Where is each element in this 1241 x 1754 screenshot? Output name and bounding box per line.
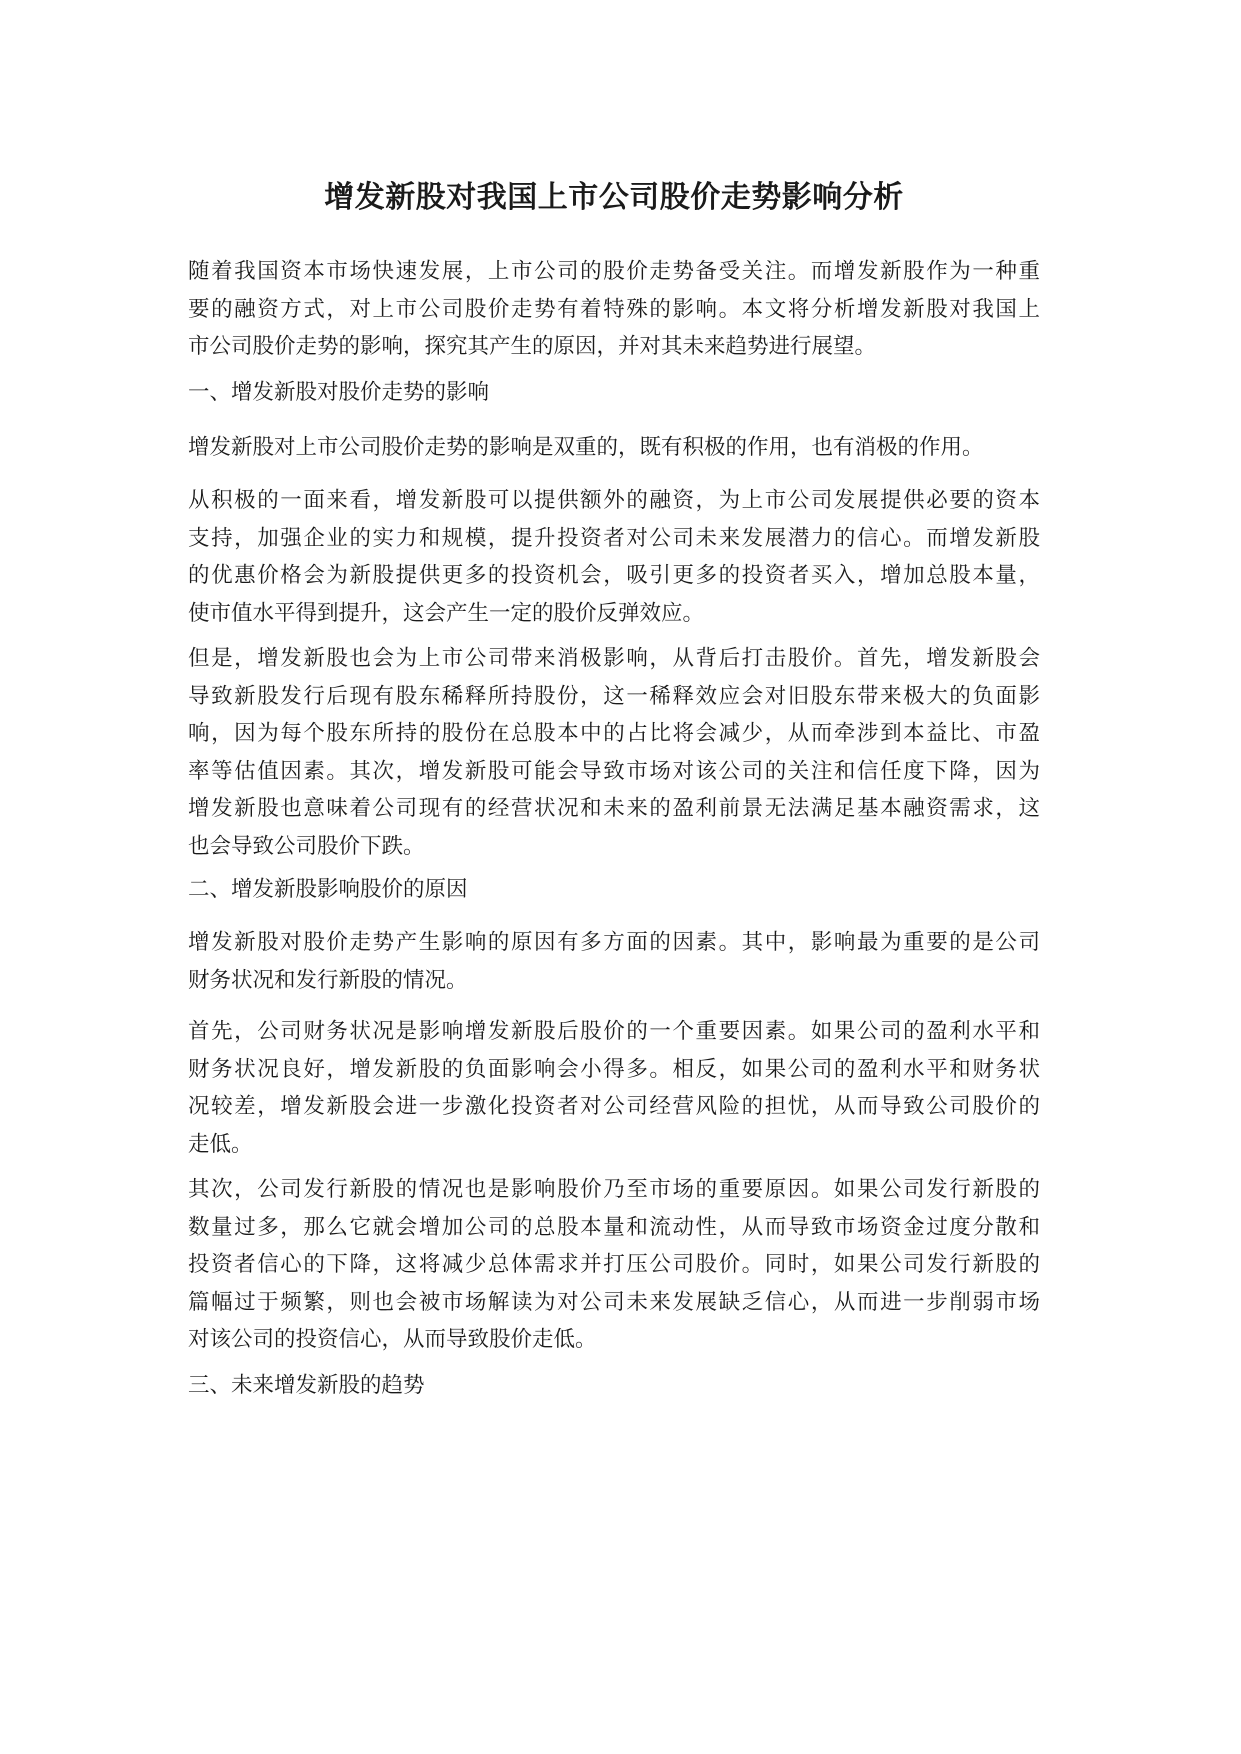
text-line: 也会导致公司股价下跌。 <box>188 833 425 859</box>
text-line: 增发新股也意味着公司现有的经营状况和未来的盈利前景无法满足基本融资需求，这 <box>188 796 1040 821</box>
text-line: 三、未来增发新股的趋势 <box>188 1373 425 1398</box>
section-heading-1 <box>188 374 1040 412</box>
text-line: 财务状况良好，增发新股的负面影响会小得多。相反，如果公司的盈利水平和财务状 <box>188 1056 1040 1082</box>
text-line: 响，因为每个股东所持的股份在总股本中的占比将会减少，从而牵涉到本益比、市盈 <box>188 721 1040 746</box>
text-line: 的优惠价格会为新股提供更多的投资机会，吸引更多的投资者买入，增加总股本量， <box>188 563 1040 588</box>
text-line: 要的融资方式，对上市公司股价走势有着特殊的影响。本文将分析增发新股对我国上 <box>188 296 1040 322</box>
text-line: 使市值水平得到提升，这会产生一定的股价反弹效应。 <box>188 600 705 626</box>
text-line: 二、增发新股影响股价的原因 <box>188 877 468 902</box>
paragraph-dual-effect <box>188 429 1040 467</box>
text-line: 投资者信心的下降，这将减少总体需求并打压公司股价。同时，如果公司发行新股的 <box>188 1252 1040 1277</box>
paragraph-intro <box>188 253 1040 366</box>
text-line: 率等估值因素。其次，增发新股可能会导致市场对该公司的关注和信任度下降，因为 <box>188 758 1040 784</box>
paragraph-issuance <box>188 1171 1040 1359</box>
section-heading-3 <box>188 1367 1040 1405</box>
paragraph-positive <box>188 482 1040 632</box>
text-line: 支持，加强企业的实力和规模，提升投资者对公司未来发展潜力的信心。而增发新股 <box>188 525 1040 551</box>
text-line: 一、增发新股对股价走势的影响 <box>188 380 490 405</box>
text-line: 篇幅过于频繁，则也会被市场解读为对公司未来发展缺乏信心，从而进一步削弱市场 <box>188 1289 1040 1315</box>
text-line: 对该公司的投资信心，从而导致股价走低。 <box>188 1327 597 1352</box>
text-line: 增发新股对上市公司股价走势的影响是双重的，既有积极的作用，也有消极的作用。 <box>188 435 984 460</box>
text-line: 导致新股发行后现有股东稀释所持股份，这一稀释效应会对旧股东带来极大的负面影 <box>188 683 1040 709</box>
text-line: 增发新股对股价走势产生影响的原因有多方面的因素。其中，影响最为重要的是公司 <box>188 930 1040 955</box>
text-line: 从积极的一面来看，增发新股可以提供额外的融资，为上市公司发展提供必要的资本 <box>188 488 1040 513</box>
text-line: 首先，公司财务状况是影响增发新股后股价的一个重要因素。如果公司的盈利水平和 <box>188 1019 1040 1044</box>
text-line: 财务状况和发行新股的情况。 <box>188 967 468 993</box>
text-line: 随着我国资本市场快速发展，上市公司的股价走势备受关注。而增发新股作为一种重 <box>188 259 1040 284</box>
text-line: 况较差，增发新股会进一步激化投资者对公司经营风险的担忧，从而导致公司股价的 <box>188 1094 1040 1119</box>
text-line: 市公司股价走势的影响，探究其产生的原因，并对其未来趋势进行展望。 <box>188 334 877 359</box>
section-heading-2 <box>188 871 1040 909</box>
text-line: 但是，增发新股也会为上市公司带来消极影响，从背后打击股价。首先，增发新股会 <box>188 646 1040 671</box>
text-line: 其次，公司发行新股的情况也是影响股价乃至市场的重要原因。如果公司发行新股的 <box>188 1177 1040 1202</box>
text-line: 走低。 <box>188 1131 253 1157</box>
paragraph-negative <box>188 640 1040 865</box>
document-title: 增发新股对我国上市公司股价走势影响分析 <box>324 180 904 215</box>
paragraph-causes <box>188 924 1040 999</box>
text-line: 数量过多，那么它就会增加公司的总股本量和流动性，从而导致市场资金过度分散和 <box>188 1214 1040 1240</box>
paragraph-financial-status <box>188 1013 1040 1163</box>
